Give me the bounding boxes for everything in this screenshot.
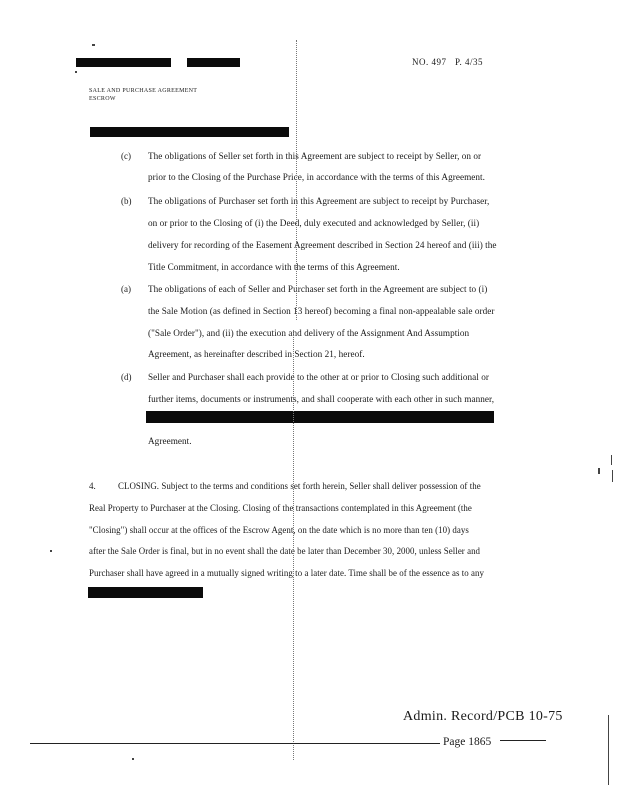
clause-text-line: Agreement, as hereinafter described in Section 21, hereof. (148, 349, 365, 359)
admin-record-stamp: Admin. Record/PCB 10-75 (403, 709, 563, 724)
scan-speck (92, 44, 95, 46)
clause-text-line: Seller and Purchaser shall each provide to the other at or prior to Closing such additional or (148, 372, 489, 382)
section-text-line: "Closing") shall occur at the offices of the Escrow Agent, on the date which is no more than ten (10) days (89, 525, 469, 535)
scan-speck (611, 455, 612, 465)
footer-rule (30, 743, 440, 744)
clause-text-line: Title Commitment, in accordance with the terms of this Agreement. (148, 262, 400, 272)
section-text-line: Purchaser shall have agreed in a mutually signed writing to a later date. Time shall be of the essence as to any (89, 568, 485, 578)
scan-speck (132, 758, 134, 760)
clause-label: (d) (121, 372, 132, 382)
clause-label: (b) (121, 196, 132, 206)
clause-label: (a) (121, 284, 131, 294)
clause-text-line: on or prior to the Closing of (i) the Deed, duly executed and acknowledged by Seller, (ii) (148, 218, 480, 228)
scan-fold-line (296, 40, 297, 320)
clause-text-line: the Sale Motion (as defined in Section 13 hereof) becoming a final non-appealable sale order (148, 306, 495, 316)
scan-fold-line (293, 330, 294, 760)
section-number: 4. (89, 481, 96, 491)
clause-text-line: further items, documents or instruments, and shall cooperate with each other in such manner, (148, 394, 495, 404)
clause-text-line: prior to the Closing of the Purchase Price, in accordance with the terms of this Agreement. (148, 172, 485, 182)
clause-text-line: The obligations of Purchaser set forth in this Agreement are subject to receipt by Purchaser, (148, 196, 490, 206)
scan-speck (50, 550, 52, 552)
fax-number: NO. 497 (412, 57, 447, 67)
redaction-bar (90, 127, 289, 137)
clause-text-line: The obligations of each of Seller and Purchaser set forth in the Agreement are subject to (i) (148, 284, 488, 294)
clause-text-line: delivery for recording of the Easement Agreement described in Section 24 hereof and (iii) the (148, 240, 497, 250)
redaction-bar (88, 587, 203, 598)
scan-speck (608, 715, 609, 785)
footer-rule (500, 740, 546, 741)
scan-speck (612, 470, 613, 482)
section-text-line: after the Sale Order is final, but in no event shall the date be later than December 30, 2000, unless Seller and (89, 546, 481, 556)
fax-page: P. 4/35 (455, 57, 484, 67)
page-number: Page 1865 (443, 736, 492, 748)
clause-label: (c) (121, 151, 131, 161)
section-text-line: CLOSING. Subject to the terms and conditions set forth herein, Seller shall deliver possession of the (118, 481, 481, 491)
section-text-line: Real Property to Purchaser at the Closing. Closing of the transactions contemplated in this Agreement (the (89, 503, 472, 513)
redaction-bar (187, 58, 240, 67)
document-subtitle: ESCROW (89, 96, 116, 102)
scan-speck (598, 468, 600, 474)
redaction-bar (76, 58, 171, 67)
clause-text-line: ("Sale Order"), and (ii) the execution and delivery of the Assignment And Assumption (148, 328, 470, 338)
scan-speck (75, 71, 77, 73)
redaction-bar (146, 411, 494, 423)
document-title: SALE AND PURCHASE AGREEMENT (89, 88, 198, 94)
clause-text-line: Agreement. (148, 436, 192, 446)
clause-text-line: The obligations of Seller set forth in this Agreement are subject to receipt by Seller, on or (148, 151, 482, 161)
